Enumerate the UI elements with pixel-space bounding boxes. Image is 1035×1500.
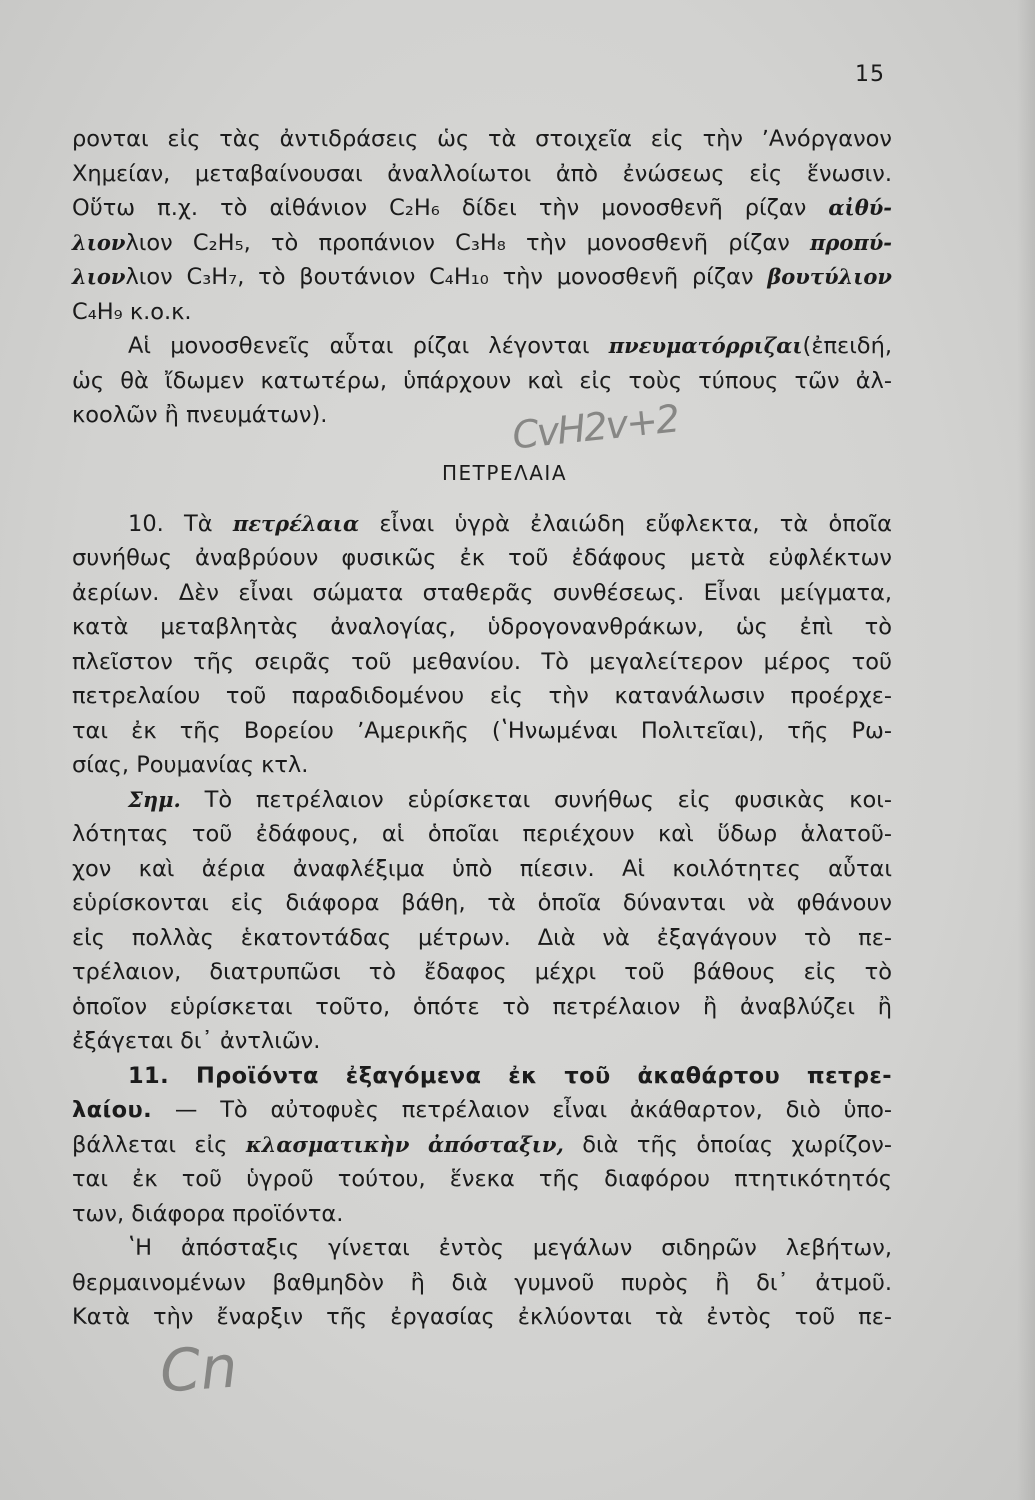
- text-line: κοολῶν ἢ πνευμάτων).: [72, 402, 328, 428]
- text-line: λιονλιον C₂H₅, τὸ προπάνιον C₃H₈ τὴν μονοσθενῆ ρίζαν προπύ-: [72, 229, 892, 256]
- text-line: ται ἐκ τῆς Βορείου ʼΑμερικῆς (ʽΗνωμέναι Πολιτεῖαι), τῆς Ρω-: [72, 717, 892, 744]
- text-line: ἐξάγεται δι᾿ ἀντλιῶν.: [72, 1028, 321, 1054]
- text-line: των, διάφορα προϊόντα.: [72, 1200, 344, 1227]
- term-klasmatiki: κλασματικὴν ἀπόσταξιν,: [245, 1131, 564, 1157]
- term-petrelaia: πετρέλαια: [232, 510, 360, 536]
- note-label: Σημ.: [128, 786, 181, 812]
- text-line: ρονται εἰς τὰς ἀντιδράσεις ὡς τὰ στοιχεῖα εἰς τὴν ʼΑνόργανον: [72, 126, 892, 152]
- text-line: πετρελαίου τοῦ παραδιδομένου εἰς τὴν κατανάλωσιν προέρχε-: [72, 683, 892, 709]
- text-line: ται ἐκ τοῦ ὑγροῦ τούτου, ἕνεκα τῆς διαφόρου πτητικότητός: [72, 1166, 892, 1192]
- text-line: Οὕτω π.χ. τὸ αἰθάνιον C₂H₆ δίδει τὴν μονοσθενῆ ρίζαν αἰθύ-: [72, 195, 892, 221]
- page-number: 15: [855, 62, 885, 87]
- term-ethyl: αἰθύ-: [828, 195, 892, 220]
- handwritten-formula: CvH2v+2: [510, 396, 681, 458]
- term-pneumatorrizai: πνευματόρριζαι: [608, 333, 803, 358]
- text-line: συνήθως ἀναβρύουν φυσικῶς ἐκ τοῦ ἐδάφους μετὰ εὐφλέκτων: [72, 545, 892, 571]
- text-line: 10. Τὰ πετρέλαια εἶναι ὑγρὰ ἐλαιώδη εὔφλεκτα, τὰ ὁποῖα: [128, 510, 892, 537]
- handwritten-note: Cn: [157, 1332, 240, 1406]
- text-line: τρέλαιον, διατρυπῶσι τὸ ἔδαφος μέχρι τοῦ βάθους εἰς τὸ: [72, 959, 892, 985]
- body-text: [72, 122, 892, 1335]
- text-line: χον καὶ ἀέρια ἀναφλέξιμα ὑπὸ πίεσιν. Αἱ κοιλότητες αὗται: [72, 855, 892, 882]
- text-line: βάλλεται εἰς κλασματικὴν ἀπόσταξιν, διὰ τῆς ὁποίας χωρίζον-: [72, 1131, 892, 1158]
- text-line: Αἱ μονοσθενεῖς αὗται ρίζαι λέγονται πνευματόρριζαι(ἐπειδή,: [128, 333, 892, 359]
- text-line: ὁποῖον εὑρίσκεται τοῦτο, ὁπότε τὸ πετρέλαιον ἢ ἀναβλύζει ἢ: [72, 993, 892, 1020]
- term-propyl: προπύ-: [809, 229, 892, 255]
- text-line: Σημ. Τὸ πετρέλαιον εὑρίσκεται συνήθως εἰς φυσικὰς κοι-: [128, 786, 892, 813]
- text-line: λότητας τοῦ ἐδάφους, αἱ ὁποῖαι περιέχουν καὶ ὕδωρ ἁλατοῦ-: [72, 821, 892, 847]
- text-line: εὑρίσκονται εἰς διάφορα βάθη, τὰ ὁποῖα δύνανται νὰ φθάνουν: [72, 890, 892, 916]
- text-line: εἰς πολλὰς ἑκατοντάδας μέτρων. Διὰ νὰ ἐξαγάγουν τὸ πε-: [72, 924, 892, 951]
- page-edge-shadow: [1017, 0, 1035, 1500]
- section-11-title: 11. Προϊόντα ἐξαγόμενα ἐκ τοῦ ἀκαθάρτου πετρε-: [128, 1062, 892, 1089]
- term-butyl: βουτύλιον: [767, 264, 892, 289]
- text-line: C₄H₉ κ.ο.κ.: [72, 298, 192, 325]
- text-line: κατὰ μεταβλητὰς ἀναλογίας, ὑδρογονανθράκων, ὡς ἐπὶ τὸ: [72, 614, 892, 640]
- section-heading: ΠΕΤΡΕΛΑΙΑ: [441, 460, 568, 485]
- text-line: λιονλιον C₃H₇, τὸ βουτάνιον C₄H₁₀ τὴν μονοσθενῆ ρίζαν βουτύλιον: [72, 264, 892, 290]
- text-line: σίας, Ρουμανίας κτλ.: [72, 752, 309, 778]
- text-line: Χημείαν, μεταβαίνουσαι ἀναλλοίωτοι ἀπὸ ἐνώσεως εἰς ἕνωσιν.: [72, 160, 892, 187]
- text-line: ʽΗ ἀπόσταξις γίνεται ἐντὸς μεγάλων σιδηρῶν λεβήτων,: [128, 1235, 892, 1261]
- text-line: θερμαινομένων βαθμηδὸν ἢ διὰ γυμνοῦ πυρὸς ἢ δι᾿ ἀτμοῦ.: [72, 1269, 892, 1296]
- text-line: λαίου. — Τὸ αὐτοφυὲς πετρέλαιον εἶναι ἀκάθαρτον, διὸ ὑπο-: [72, 1097, 892, 1123]
- text-line: Κατὰ τὴν ἔναρξιν τῆς ἐργασίας ἐκλύονται τὰ ἐντὸς τοῦ πε-: [72, 1304, 892, 1330]
- text-line: ἀερίων. Δὲν εἶναι σώματα σταθερᾶς συνθέσεως. Εἶναι μείγματα,: [72, 579, 892, 606]
- text-line: πλεῖστον τῆς σειρᾶς τοῦ μεθανίου. Τὸ μεγαλείτερον μέρος τοῦ: [72, 648, 892, 675]
- text-line: ὡς θὰ ἴδωμεν κατωτέρω, ὑπάρχουν καὶ εἰς τοὺς τύπους τῶν ἀλ-: [72, 367, 892, 394]
